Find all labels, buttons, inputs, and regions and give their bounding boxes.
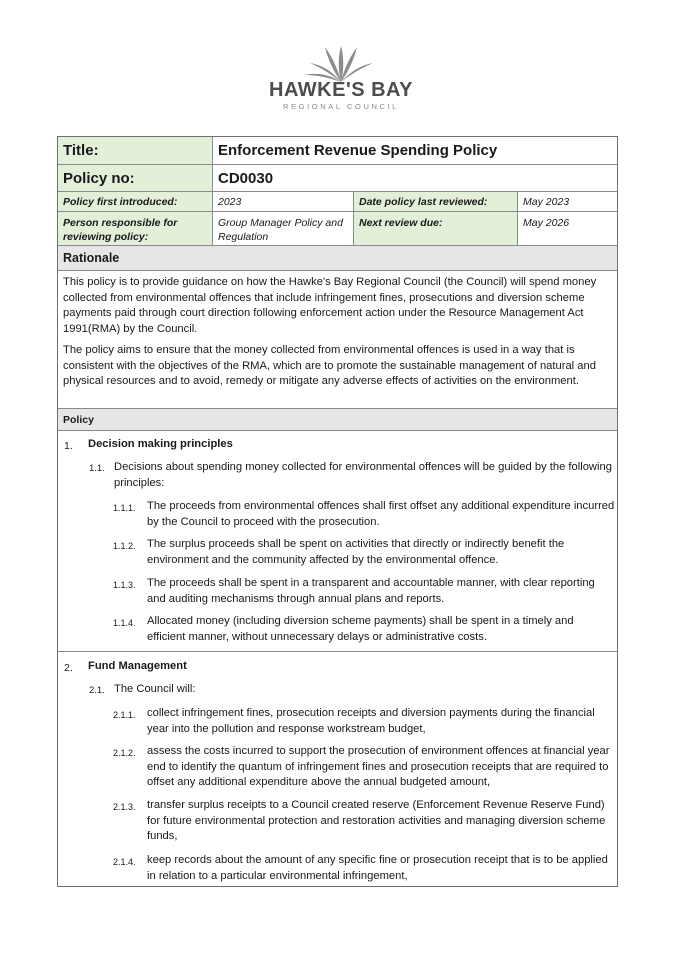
rationale-para-2: The policy aims to ensure that the money collected from environmental offences is used in a way that is consistent with the objectives of the RMA, which are to promote the sustainable management of natural and physical resources and to avoid, remedy or mitigate any adverse effects of activities on the environment.	[63, 344, 596, 387]
responsible-label: Person responsible for reviewing policy:	[58, 212, 213, 245]
clause-number: 1.1.2.	[113, 541, 136, 551]
clause-number: 2.1.2.	[113, 748, 136, 758]
clause-number: 2.1.3.	[113, 802, 136, 812]
dates-row	[58, 192, 617, 212]
policy-document	[57, 136, 618, 887]
clause-text: The proceeds from environmental offences shall first offset any additional expenditure incurred by the Council to proceed with the prosecution.	[147, 500, 615, 528]
clause-2-1-text: The Council will:	[114, 683, 196, 695]
clause-text: The surplus proceeds shall be spent on activities that directly or indirectly benefit the environment and the community affected by the environmental offence.	[147, 538, 565, 566]
clause-number: 1.1.3.	[113, 580, 136, 590]
clause-text: assess the costs incurred to support the prosecution of environment offences at financial year end to identify the quantum of infringement fines and prosecution receipts that are required to offset any additional expenditure above the annual budgeted amount,	[147, 745, 610, 788]
next-review-value: May 2026	[523, 217, 570, 229]
clause-1-1-text: Decisions about spending money collected for environmental offences will be guided by the following principles:	[114, 461, 612, 489]
rationale-para-1: This policy is to provide guidance on how the Hawke's Bay Regional Council (the Council) will spend money collected from environmental offences that include infringement fines, prosecutions and diversion scheme payments paid through court direction following enforcement action under the Resource Management Act 1991(RMA) by the Council.	[63, 276, 597, 335]
clause-number: 2.1.4.	[113, 857, 136, 867]
logo-name: HAWKE'S BAY	[269, 79, 413, 101]
clause-2-1-number: 2.1.	[89, 685, 105, 696]
policy-no-label: Policy no:	[58, 165, 213, 191]
section-1-number: 1.	[64, 440, 73, 452]
section-2-number: 2.	[64, 662, 73, 674]
section-2-title: Fund Management	[88, 660, 187, 672]
policy-heading: Policy	[58, 409, 617, 431]
clause-1-1-number: 1.1.	[89, 463, 105, 474]
reviewed-label: Date policy last reviewed:	[354, 192, 518, 211]
divider	[58, 651, 617, 652]
council-logo	[258, 44, 424, 112]
clause-text: transfer surplus receipts to a Council created reserve (Enforcement Revenue Reserve Fund) for future environmental protection and restoration activities and managing diversion scheme funds,	[147, 799, 606, 842]
leaf-fan-icon	[298, 44, 384, 84]
title-label: Title:	[58, 137, 213, 164]
reviewed-value: May 2023	[523, 196, 570, 208]
review-row	[58, 212, 617, 246]
title-row	[58, 137, 617, 165]
clause-text: The proceeds shall be spent in a transparent and accountable manner, with clear reporting and auditing mechanisms through annual plans and reports.	[147, 577, 595, 605]
clause-number: 2.1.1.	[113, 710, 136, 720]
responsible-value: Group Manager Policy and Regulation	[213, 212, 354, 245]
clause-text: collect infringement fines, prosecution receipts and diversion payments during the financial year into the pollution and response workstream budget,	[147, 707, 595, 735]
title-value: Enforcement Revenue Spending Policy	[218, 142, 498, 159]
clause-text: keep records about the amount of any specific fine or prosecution receipt that is to be applied in relation to a particular environmental infringement,	[147, 854, 608, 882]
clause-number: 1.1.1.	[113, 503, 136, 513]
next-review-label: Next review due:	[354, 212, 518, 245]
clause-number: 1.1.4.	[113, 618, 136, 628]
section-1-title: Decision making principles	[88, 438, 233, 450]
introduced-label: Policy first introduced:	[58, 192, 213, 211]
policy-no-row	[58, 165, 617, 192]
clause-text: Allocated money (including diversion scheme payments) shall be spent in a timely and efficient manner, without unnecessary delays or administrative costs.	[147, 615, 574, 643]
logo-subtitle: REGIONAL COUNCIL	[283, 102, 399, 111]
policy-no-value: CD0030	[218, 169, 274, 187]
rationale-heading: Rationale	[58, 246, 617, 271]
introduced-value: 2023	[213, 192, 354, 211]
